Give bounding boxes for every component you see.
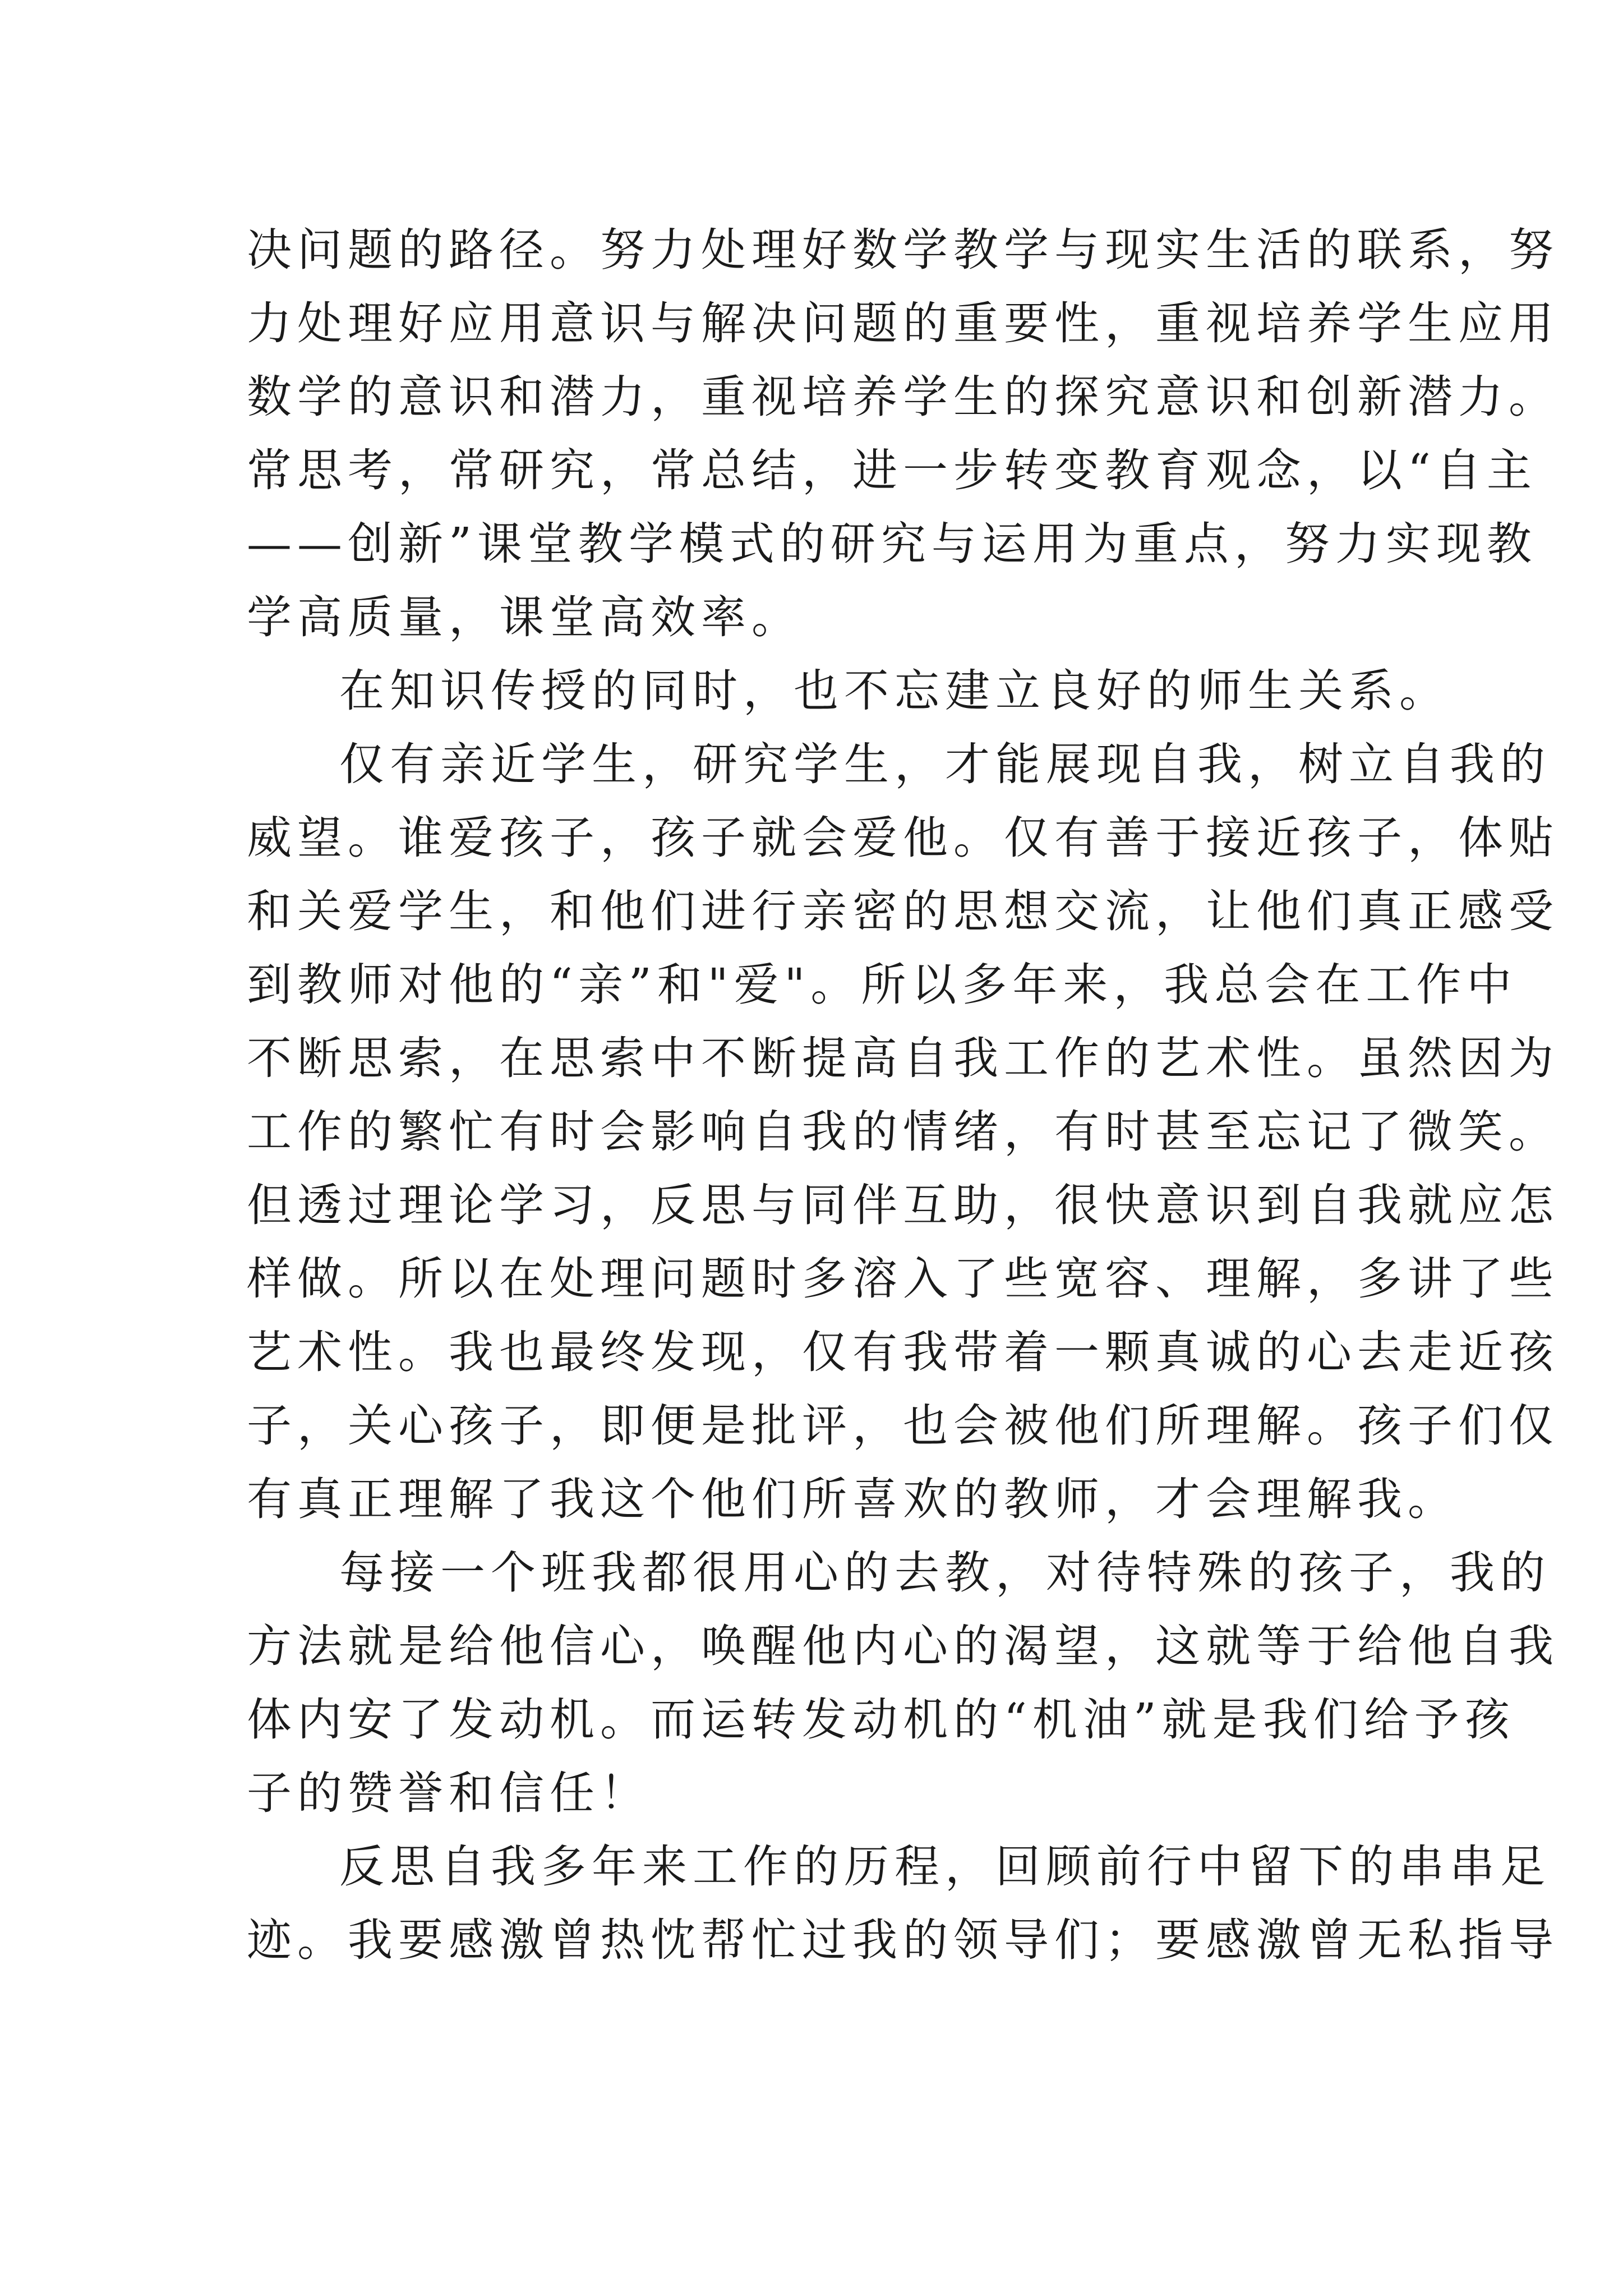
text-line: 迹。我要感激曾热忱帮忙过我的领导们；要感激曾无私指导 bbox=[247, 1914, 1559, 1966]
text-line: ——创新”课堂教学模式的研究与运用为重点，努力实现教 bbox=[247, 518, 1537, 570]
text-line: 子，关心孩子，即便是批评，也会被他们所理解。孩子们仅 bbox=[247, 1400, 1559, 1452]
text-line: 和关爱学生，和他们进行亲密的思想交流，让他们真正感受 bbox=[247, 885, 1559, 937]
text-line: 有真正理解了我这个他们所喜欢的教师，才会理解我。 bbox=[247, 1473, 1458, 1525]
paragraph-first-line: 每接一个班我都很用心的去教，对待特殊的孩子，我的 bbox=[339, 1547, 1551, 1599]
paragraph-first-line: 反思自我多年来工作的历程，回顾前行中留下的串串足 bbox=[339, 1841, 1551, 1893]
text-line: 学高质量，课堂高效率。 bbox=[247, 591, 802, 643]
text-line: 但透过理论学习，反思与同伴互助，很快意识到自我就应怎 bbox=[247, 1179, 1559, 1231]
text-line: 子的赞誉和信任！ bbox=[247, 1767, 651, 1819]
paragraph-first-line: 在知识传授的同时，也不忘建立良好的师生关系。 bbox=[339, 665, 1450, 717]
text-line: 力处理好应用意识与解决问题的重要性，重视培养学生应用 bbox=[247, 297, 1559, 349]
text-line: 常思考，常研究，常总结，进一步转变教育观念，以“自主 bbox=[247, 444, 1537, 496]
text-line: 体内安了发动机。而运转发动机的“机油”就是我们给予孩 bbox=[247, 1694, 1515, 1746]
text-line: 不断思索，在思索中不断提高自我工作的艺术性。虽然因为 bbox=[247, 1032, 1559, 1084]
text-line: 决问题的路径。努力处理好数学教学与现实生活的联系，努 bbox=[247, 224, 1559, 276]
text-line: 工作的繁忙有时会影响自我的情绪，有时甚至忘记了微笑。 bbox=[247, 1106, 1559, 1158]
text-line: 艺术性。我也最终发现，仅有我带着一颗真诚的心去走近孩 bbox=[247, 1326, 1559, 1378]
text-line: 样做。所以在处理问题时多溶入了些宽容、理解，多讲了些 bbox=[247, 1253, 1559, 1305]
text-line: 到教师对他的“亲”和"爱"。所以多年来，我总会在工作中 bbox=[247, 959, 1518, 1011]
text-line: 数学的意识和潜力，重视培养学生的探究意识和创新潜力。 bbox=[247, 371, 1559, 423]
text-line: 方法就是给他信心，唤醒他内心的渴望，这就等于给他自我 bbox=[247, 1620, 1559, 1672]
document-body bbox=[247, 213, 1559, 1977]
text-line: 威望。谁爱孩子，孩子就会爱他。仅有善于接近孩子，体贴 bbox=[247, 812, 1559, 864]
paragraph-first-line: 仅有亲近学生，研究学生，才能展现自我，树立自我的 bbox=[339, 738, 1551, 790]
